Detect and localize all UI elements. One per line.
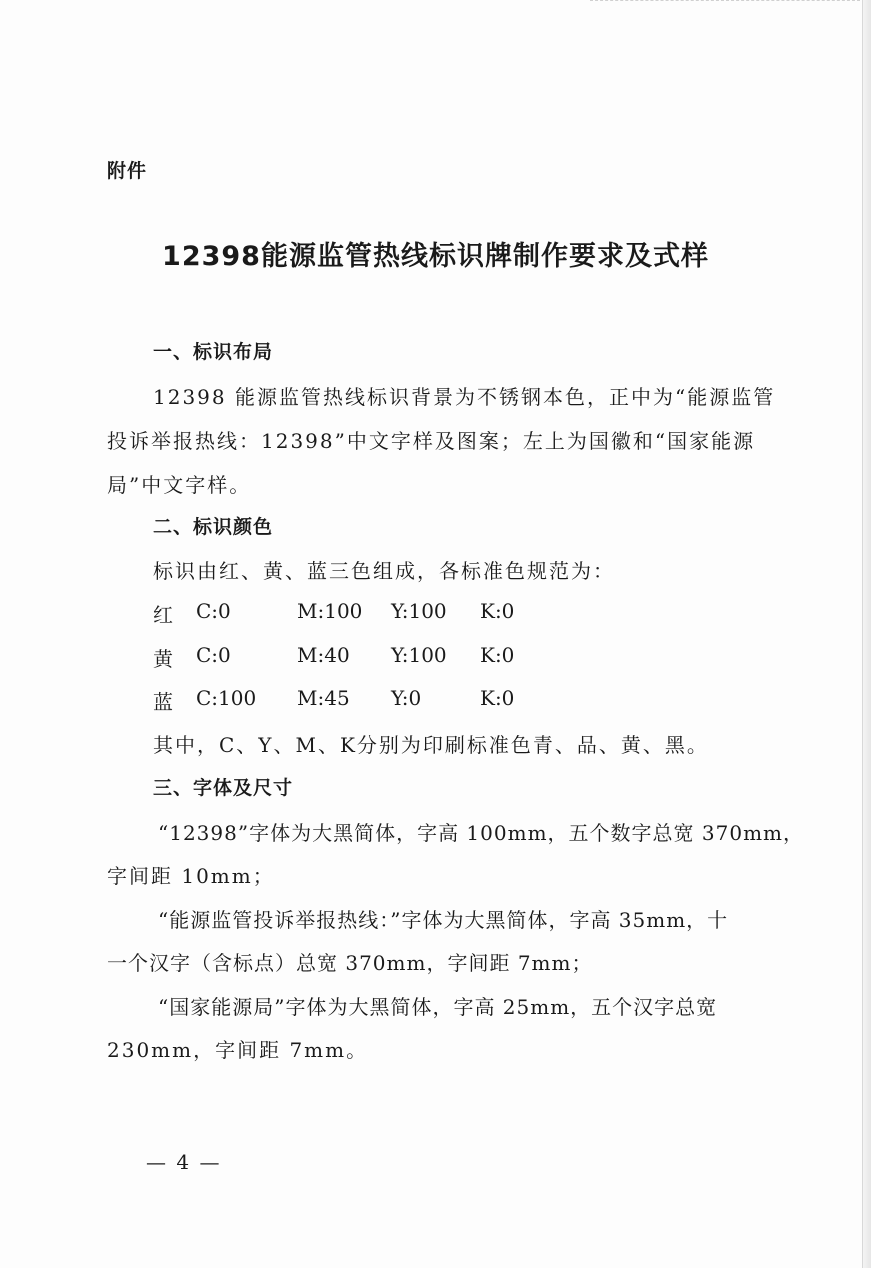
color-name: 红 xyxy=(153,603,173,627)
paragraph-line: “能源监管投诉举报热线：”字体为大黑简体，字高 35mm，十 xyxy=(158,908,729,932)
paragraph-line: 230mm，字间距 7mm。 xyxy=(107,1038,369,1062)
page-edge-shadow xyxy=(862,0,871,1268)
page-top-edge xyxy=(590,0,860,2)
color-m-value: M:40 xyxy=(297,643,350,667)
paragraph-line: “12398”字体为大黑简体，字高 100mm，五个数字总宽 370mm， xyxy=(158,821,804,845)
color-m-value: M:100 xyxy=(297,599,363,623)
color-y-value: Y:100 xyxy=(391,643,447,667)
paragraph-line: 一个汉字（含标点）总宽 370mm，字间距 7mm； xyxy=(107,951,593,975)
color-y-value: Y:0 xyxy=(391,686,422,710)
paragraph-line: 字间距 10mm； xyxy=(107,864,275,888)
document-title: 12398能源监管热线标识牌制作要求及式样 xyxy=(162,241,709,272)
color-spec-row-red xyxy=(153,599,573,627)
color-c-value: C:0 xyxy=(196,599,231,623)
attachment-label: 附件 xyxy=(107,160,148,182)
paragraph-line: 其中，C、Y、M、K分别为印刷标准色青、品、黄、黑。 xyxy=(153,733,709,757)
page-number: — 4 — xyxy=(146,1150,222,1174)
section-heading-fonts: 三、字体及尺寸 xyxy=(153,777,294,799)
color-spec-row-blue xyxy=(153,686,573,714)
section-heading-colors: 二、标识颜色 xyxy=(153,516,274,538)
color-m-value: M:45 xyxy=(297,686,350,710)
color-name: 蓝 xyxy=(153,690,173,714)
paragraph-line: 12398 能源监管热线标识背景为不锈钢本色，正中为“能源监管 xyxy=(153,385,776,409)
color-spec-row-yellow xyxy=(153,643,573,671)
paragraph-line: 标识由红、黄、蓝三色组成，各标准色规范为： xyxy=(153,559,615,583)
color-c-value: C:100 xyxy=(196,686,257,710)
paragraph-line: “国家能源局”字体为大黑简体，字高 25mm，五个汉字总宽 xyxy=(158,995,718,1019)
color-k-value: K:0 xyxy=(480,599,515,623)
color-k-value: K:0 xyxy=(480,643,515,667)
color-c-value: C:0 xyxy=(196,643,231,667)
paragraph-line: 局”中文字样。 xyxy=(107,473,252,497)
paragraph-line: 投诉举报热线：12398”中文字样及图案；左上为国徽和“国家能源 xyxy=(107,429,756,453)
color-y-value: Y:100 xyxy=(391,599,447,623)
color-name: 黄 xyxy=(153,647,173,671)
color-k-value: K:0 xyxy=(480,686,515,710)
section-heading-layout: 一、标识布局 xyxy=(153,341,274,363)
